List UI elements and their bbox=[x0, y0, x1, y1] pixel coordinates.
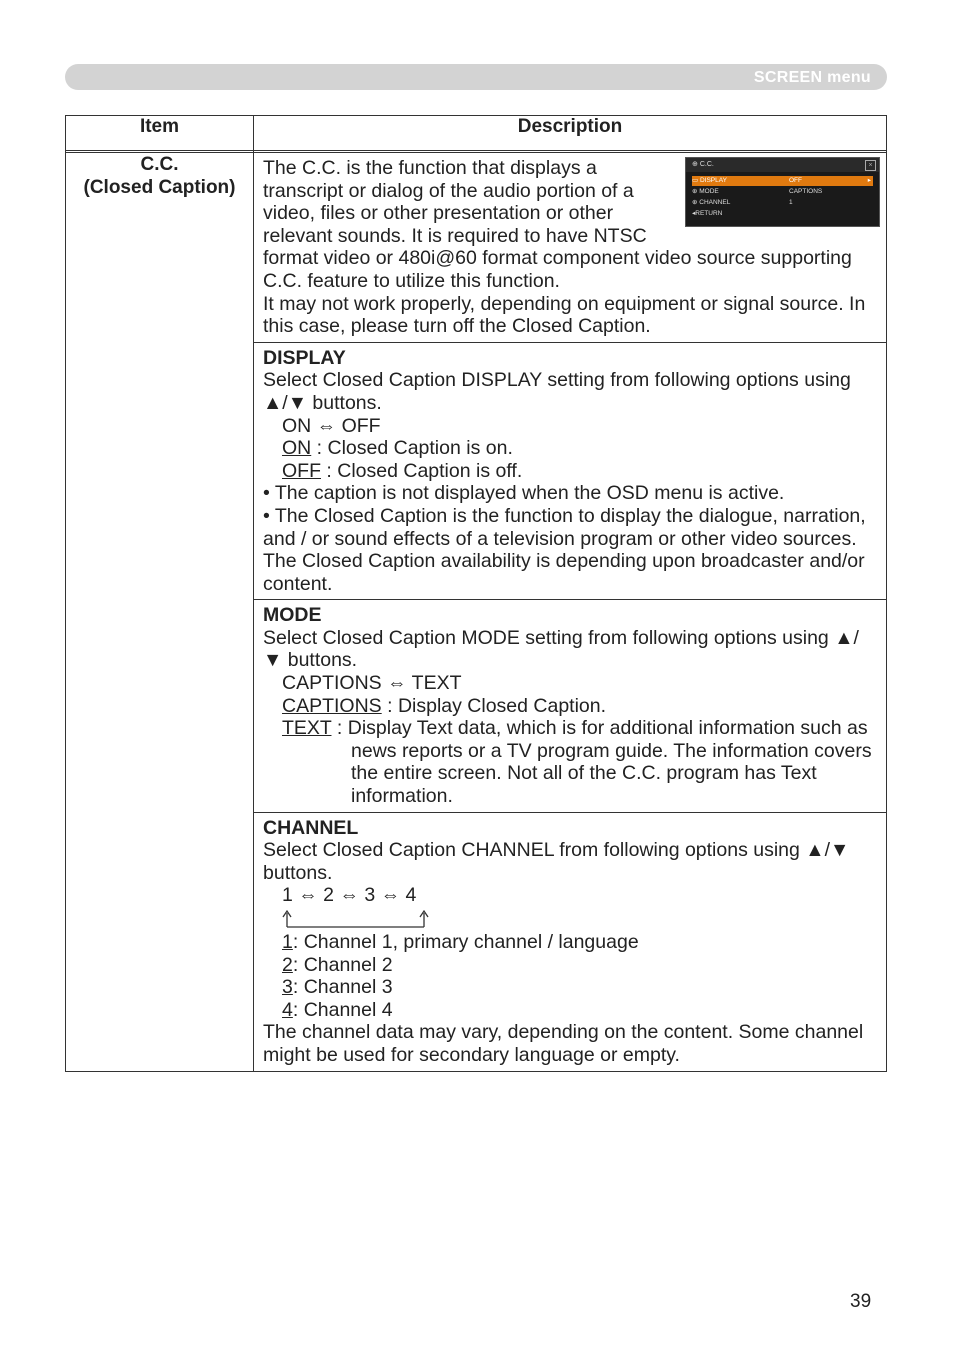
item-cell bbox=[66, 153, 254, 1072]
channel-option-2: 2: Channel 2 bbox=[282, 953, 393, 976]
close-icon: × bbox=[865, 160, 876, 171]
osd-row-return: ◂RETURN bbox=[692, 210, 723, 217]
display-cell bbox=[254, 342, 887, 600]
item-subname: (Closed Caption) bbox=[83, 177, 236, 198]
intro-text: The C.C. is the function that displays a transcript or dialog of the audio portion of a video, files or other presentation or other relevant sounds. It is required to have NTSC format video or 480i@60 format component video source supporting C.C. feature to utilize this function. bbox=[263, 157, 852, 292]
channel-note: The channel data may vary, depending on the content. Some channel might be used for secondary language or empty. bbox=[263, 1021, 864, 1066]
osd-row-channel: ⊕ CHANNEL 1 bbox=[692, 199, 793, 206]
channel-cell bbox=[254, 812, 887, 1071]
display-bullet-2: • The Closed Caption is the function to display the dialogue, narration, and / or sound effects of a television program or other video sources. The Closed Caption availability is depending upon broadcaster and/or content. bbox=[263, 504, 866, 595]
section-title: SCREEN menu bbox=[753, 69, 871, 86]
mode-desc: Select Closed Caption MODE setting from following options using ▲/▼ buttons. bbox=[263, 626, 859, 672]
channel-title: CHANNEL bbox=[263, 816, 359, 839]
channel-loop-arrow bbox=[282, 907, 432, 931]
channel-cycle: 1 ⇔ 2 ⇔ 3 ⇔ 4 bbox=[282, 884, 417, 907]
mode-cycle: CAPTIONS ⇔ TEXT bbox=[282, 672, 462, 695]
mode-option-captions: CAPTIONS : Display Closed Caption. bbox=[282, 694, 607, 717]
display-cycle: ON ⇔ OFF bbox=[282, 414, 381, 437]
display-option-on: ON : Closed Caption is on. bbox=[282, 437, 513, 460]
display-desc: Select Closed Caption DISPLAY setting from following options using ▲/▼ buttons. bbox=[263, 369, 851, 414]
page-number: 39 bbox=[850, 1291, 872, 1312]
channel-option-1: 1: Channel 1, primary channel / language bbox=[282, 931, 639, 953]
display-title: DISPLAY bbox=[263, 346, 346, 369]
display-bullet-1: • The caption is not displayed when the OSD menu is active. bbox=[263, 482, 785, 505]
column-header-description: Description bbox=[254, 116, 887, 151]
menu-table bbox=[65, 115, 887, 1072]
mode-cell bbox=[254, 600, 887, 812]
osd-title: ⊕ C.C. bbox=[686, 158, 879, 172]
intro-note: It may not work properly, depending on equipment or signal source. In this case, please turn off the Closed Caption. bbox=[263, 292, 866, 338]
osd-menu-screenshot bbox=[685, 157, 880, 227]
osd-row-display: ▭ DISPLAY OFF ▸ bbox=[692, 177, 871, 184]
mode-option-text: TEXT : Display Text data, which is for additional information such as news reports or a TV program guide. The information covers the entire screen. Not all of the C.C. program has Text information. bbox=[282, 717, 872, 808]
mode-title: MODE bbox=[263, 604, 322, 627]
display-option-off: OFF : Closed Caption is off. bbox=[282, 459, 523, 482]
channel-desc: Select Closed Caption CHANNEL from following options using ▲/▼ buttons. bbox=[263, 839, 850, 884]
section-header-bar bbox=[65, 64, 887, 90]
item-name: C.C. bbox=[140, 154, 179, 175]
osd-row-mode: ⊕ MODE CAPTIONS bbox=[692, 188, 823, 195]
intro-cell bbox=[254, 153, 887, 343]
column-header-item: Item bbox=[66, 116, 254, 151]
channel-option-4: 4: Channel 4 bbox=[282, 998, 393, 1021]
channel-option-3: 3: Channel 3 bbox=[282, 976, 393, 999]
